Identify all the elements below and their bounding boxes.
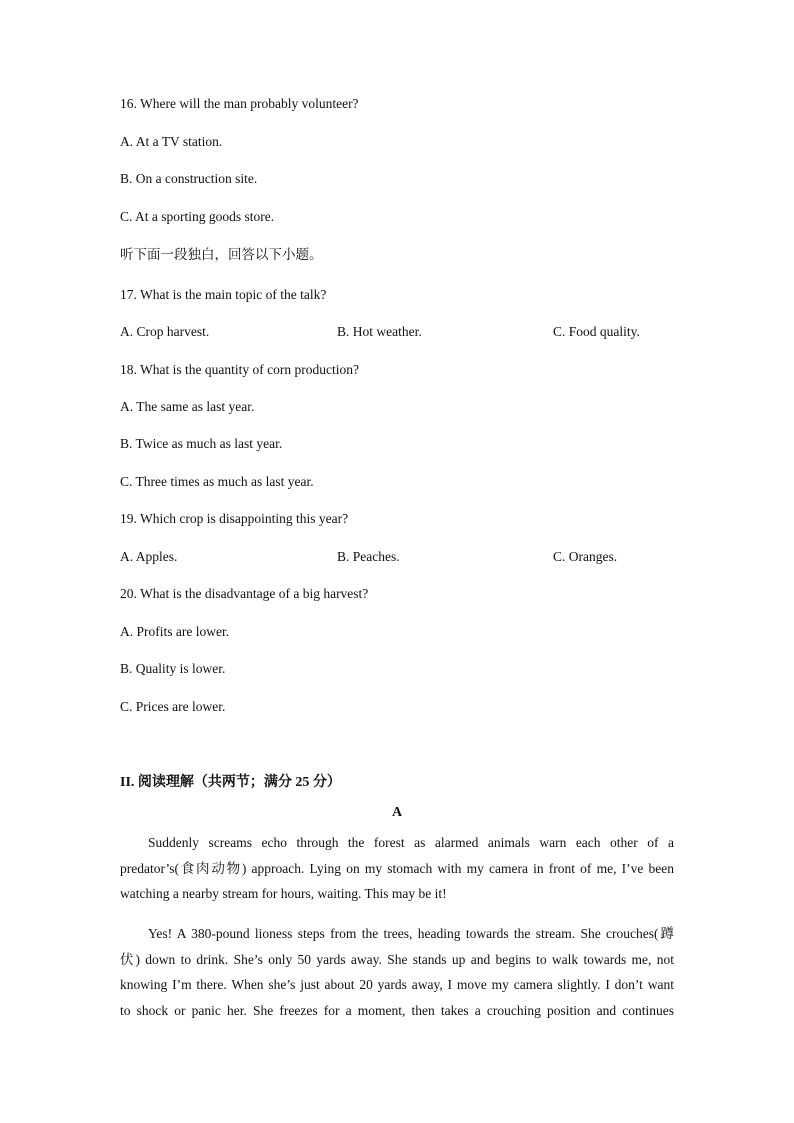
question-20: 20. What is the disadvantage of a big harvest? xyxy=(120,586,369,601)
q18-option-c: C. Three times as much as last year. xyxy=(120,474,314,489)
q17-option-b: B. Hot weather. xyxy=(337,324,422,339)
q16-option-c: C. At a sporting goods store. xyxy=(120,209,275,224)
question-16: 16. Where will the man probably volunteer? xyxy=(120,96,359,111)
q20-option-a: A. Profits are lower. xyxy=(120,624,230,639)
section-title: II. 阅读理解（共两节；满分 25 分） xyxy=(120,775,341,790)
q19-option-b: B. Peaches. xyxy=(337,549,400,564)
p2-line-3: knowing I’m there. When she’s just about 20 yards away, I move my camera slightly. I don’t want xyxy=(120,977,674,992)
p2-line-2: 伏) down to drink. She’s only 50 yards away. She stands up and begins to walk towards me, not xyxy=(120,951,674,967)
q18-option-b: B. Twice as much as last year. xyxy=(120,436,283,451)
q20-option-b: B. Quality is lower. xyxy=(120,661,226,676)
passage-paragraph-1 xyxy=(120,830,674,907)
passage-paragraph-2 xyxy=(120,921,674,1023)
q19-option-c: C. Oranges. xyxy=(553,549,618,564)
q16-option-b: B. On a construction site. xyxy=(120,171,258,186)
question-17: 17. What is the main topic of the talk? xyxy=(120,287,327,302)
q18-option-a: A. The same as last year. xyxy=(120,399,255,414)
q19-option-a: A. Apples. xyxy=(120,549,178,564)
p1-line-2: predator’s(食肉动物) approach. Lying on my stomach with my camera in front of me, I’ve been xyxy=(120,860,674,876)
question-18: 18. What is the quantity of corn production? xyxy=(120,362,359,377)
q16-option-a: A. At a TV station. xyxy=(120,134,223,149)
q20-option-c: C. Prices are lower. xyxy=(120,699,226,714)
p2-line-4: to shock or panic her. She freezes for a moment, then takes a crouching position and continues xyxy=(120,1002,674,1018)
listening-instruction: 听下面一段独白，回答以下小题。 xyxy=(120,247,323,262)
passage-label: A xyxy=(391,805,403,820)
p2-line-1: Yes! A 380-pound lioness steps from the trees, heading towards the stream. She crouches(蹲 xyxy=(148,926,674,941)
p1-line-3: watching a nearby stream for hours, waiting. This may be it! xyxy=(120,886,447,901)
q17-option-a: A. Crop harvest. xyxy=(120,324,210,339)
question-19: 19. Which crop is disappointing this year? xyxy=(120,511,349,526)
q17-option-c: C. Food quality. xyxy=(553,324,640,339)
p1-line-1: Suddenly screams echo through the forest as alarmed animals warn each other of a xyxy=(148,835,674,850)
